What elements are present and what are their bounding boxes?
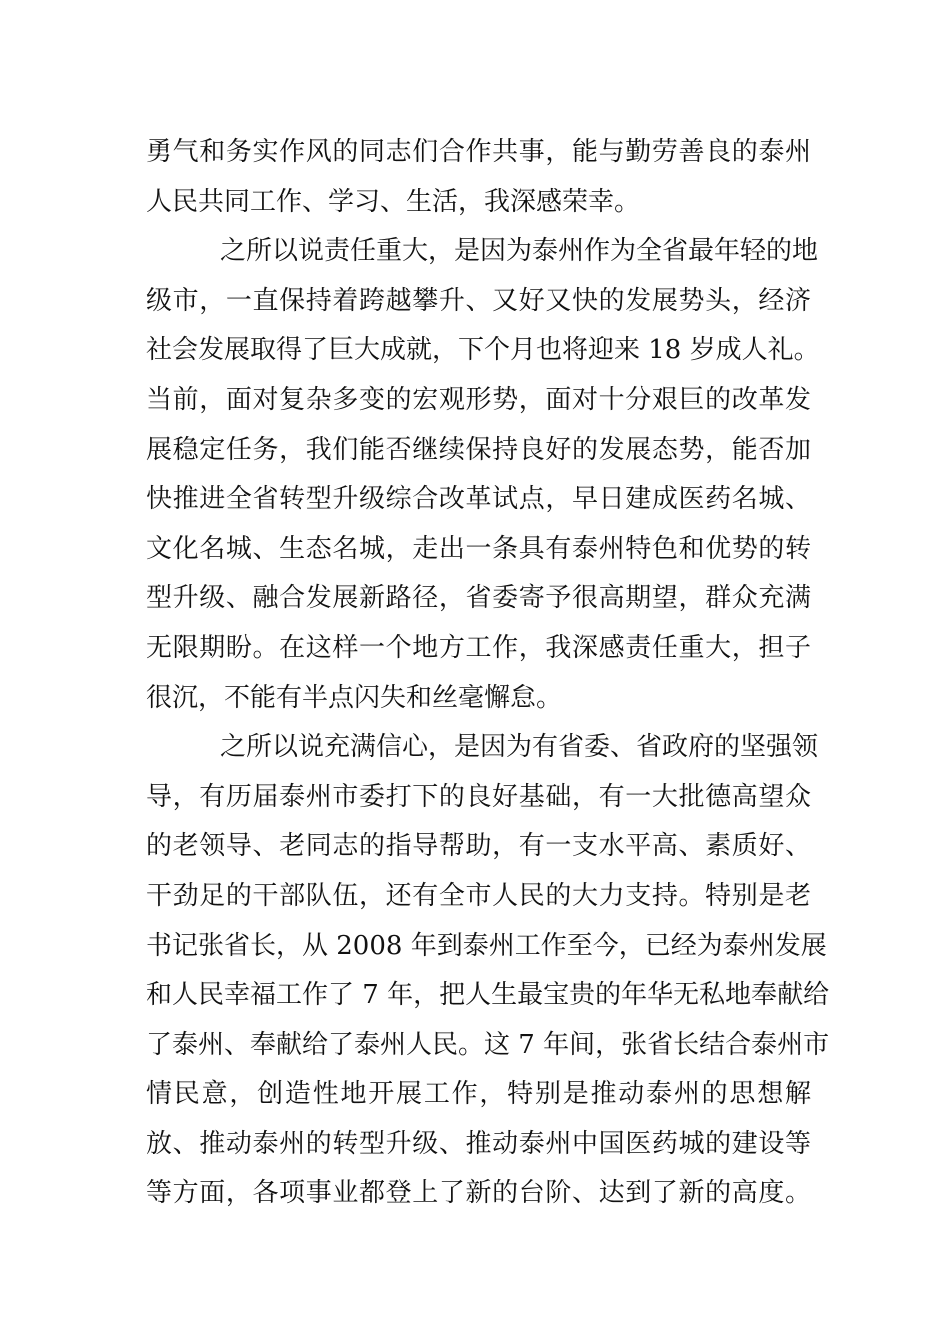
text-line: 当前，面对复杂多变的宏观形势，面对十分艰巨的改革发	[146, 384, 811, 415]
text-line: 勇气和务实作风的同志们合作共事，能与勤劳善良的泰州	[146, 137, 811, 167]
text-line: 无限期盼。在这样一个地方工作，我深感责任重大，担子	[146, 632, 811, 663]
text-line: 等方面，各项事业都登上了新的台阶、达到了新的高度。	[146, 1178, 811, 1209]
text-line: 放、推动泰州的转型升级、推动泰州中国医药城的建设等	[146, 1128, 811, 1159]
body-text	[146, 128, 830, 1219]
text-line: 文化名城、生态名城，走出一条具有泰州特色和优势的转	[146, 533, 811, 564]
text-line: 型升级、融合发展新路径，省委寄予很高期望，群众充满	[146, 583, 811, 614]
text-line: 书记张省长，从 2008 年到泰州工作至今，已经为泰州发展	[146, 930, 827, 961]
paragraph-start-line: 之所以说充满信心，是因为有省委、省政府的坚强领	[220, 732, 819, 763]
text-line: 社会发展取得了巨大成就，下个月也将迎来 18 岁成人礼。	[146, 335, 820, 366]
text-line: 很沉，不能有半点闪失和丝毫懈怠。	[146, 682, 563, 713]
text-line: 级市，一直保持着跨越攀升、又好又快的发展势头，经济	[146, 285, 811, 316]
paragraph-start-line: 之所以说责任重大，是因为泰州作为全省最年轻的地	[220, 236, 819, 267]
text-line: 导，有历届泰州市委打下的良好基础，有一大批德高望众	[146, 781, 811, 812]
text-line: 情民意，创造性地开展工作，特别是推动泰州的思想解	[146, 1079, 811, 1110]
text-line: 和人民幸福工作了 7 年，把人生最宝贵的年华无私地奉献给	[146, 980, 830, 1011]
text-line: 展稳定任务，我们能否继续保持良好的发展态势，能否加	[146, 434, 811, 465]
text-line: 快推进全省转型升级综合改革试点，早日建成医药名城、	[146, 484, 811, 515]
text-line: 人民共同工作、学习、生活，我深感荣幸。	[146, 186, 641, 217]
text-line: 的老领导、老同志的指导帮助，有一支水平高、素质好、	[146, 831, 811, 862]
text-line: 干劲足的干部队伍，还有全市人民的大力支持。特别是老	[146, 880, 811, 911]
text-line: 了泰州、奉献给了泰州人民。这 7 年间，张省长结合泰州市	[146, 1029, 830, 1060]
